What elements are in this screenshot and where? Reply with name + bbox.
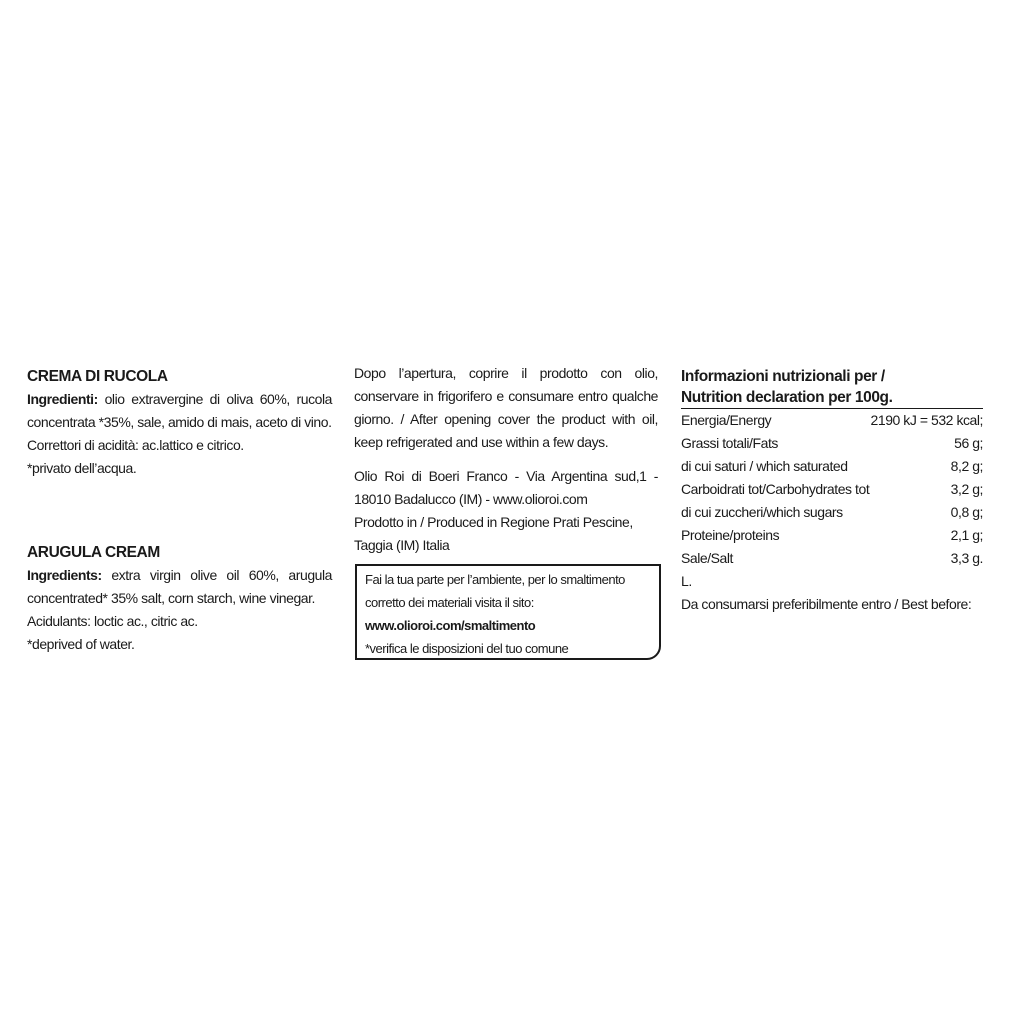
nutrient-value: 56 g; <box>954 435 983 451</box>
nutrition-title-line-1: Informazioni nutrizionali per / <box>681 368 885 385</box>
nutrient-label: di cui zuccheri/which sugars <box>681 504 843 520</box>
nutrient-label: Energia/Energy <box>681 412 772 428</box>
disposal-line-1: Fai la tua parte per l’ambiente, per lo smaltimento <box>365 572 625 587</box>
ingredients-italian <box>27 366 332 480</box>
table-row <box>681 478 983 501</box>
lot-number: L. <box>681 573 692 589</box>
nutrition-declaration <box>681 366 983 616</box>
disposal-info-box <box>355 564 661 660</box>
producer-address: Olio Roi di Boeri Franco - Via Argentina sud,1 - 18010 Badalucco (IM) - www.olioroi.com <box>354 468 658 507</box>
storage-instructions: Dopo l’apertura, coprire il prodotto con olio, conservare in frigorifero e consumare entro qualche giorno. / After opening cover the product with oil, keep refrigerated and use within a few days. <box>354 365 658 450</box>
nutrient-value: 2190 kJ = 532 kcal; <box>870 412 983 428</box>
product-title-english: ARUGULA CREAM <box>27 544 160 561</box>
ingredients-list-italian: olio extravergine di oliva 60%, rucola concentrata *35%, sale, amido di mais, aceto di vino. <box>27 391 332 430</box>
ingredients-label-italian: Ingredienti: <box>27 391 98 407</box>
nutrient-value: 8,2 g; <box>950 458 983 474</box>
table-row <box>681 432 983 455</box>
disposal-url[interactable]: www.olioroi.com/smaltimento <box>365 618 536 633</box>
storage-producer-column <box>354 362 658 568</box>
disposal-note: *verifica le disposizioni del tuo comune <box>365 641 569 656</box>
table-row <box>681 501 983 524</box>
ingredients-label-english: Ingredients: <box>27 567 102 583</box>
nutrient-value: 3,2 g; <box>950 481 983 497</box>
production-origin: Prodotto in / Produced in Regione Prati Pescine, Taggia (IM) Italia <box>354 514 633 553</box>
nutrient-label: Proteine/proteins <box>681 527 780 543</box>
ingredients-text-english <box>27 564 332 610</box>
nutrient-value: 2,1 g; <box>950 527 983 543</box>
nutrient-label: Grassi totali/Fats <box>681 435 778 451</box>
nutrient-label: di cui saturi / which saturated <box>681 458 848 474</box>
nutrient-label: Sale/Salt <box>681 550 733 566</box>
product-title-italian: CREMA DI RUCOLA <box>27 368 168 385</box>
acidulants-english: Acidulants: loctic ac., citric ac. <box>27 613 198 629</box>
nutrition-table <box>681 408 983 570</box>
nutrient-value: 0,8 g; <box>950 504 983 520</box>
best-before: Da consumarsi preferibilmente entro / Best before: <box>681 596 972 612</box>
table-row <box>681 455 983 478</box>
nutrition-title-line-2: Nutrition declaration per 100g. <box>681 389 893 406</box>
nutrient-value: 3,3 g. <box>950 550 983 566</box>
ingredients-english <box>27 542 332 656</box>
footnote-english: *deprived of water. <box>27 636 135 652</box>
table-row <box>681 409 983 433</box>
table-row <box>681 547 983 570</box>
disposal-line-2: corretto dei materiali visita il sito: <box>365 595 534 610</box>
nutrition-title <box>681 366 983 408</box>
footnote-italian: *privato dell’acqua. <box>27 460 137 476</box>
acidity-correctors-italian: Correttori di acidità: ac.lattico e citrico. <box>27 437 244 453</box>
nutrient-label: Carboidrati tot/Carbohydrates tot <box>681 481 870 497</box>
table-row <box>681 524 983 547</box>
ingredients-list-english: extra virgin olive oil 60%, arugula concentrated* 35% salt, corn starch, wine vinegar. <box>27 567 332 606</box>
ingredients-text-italian <box>27 388 332 434</box>
